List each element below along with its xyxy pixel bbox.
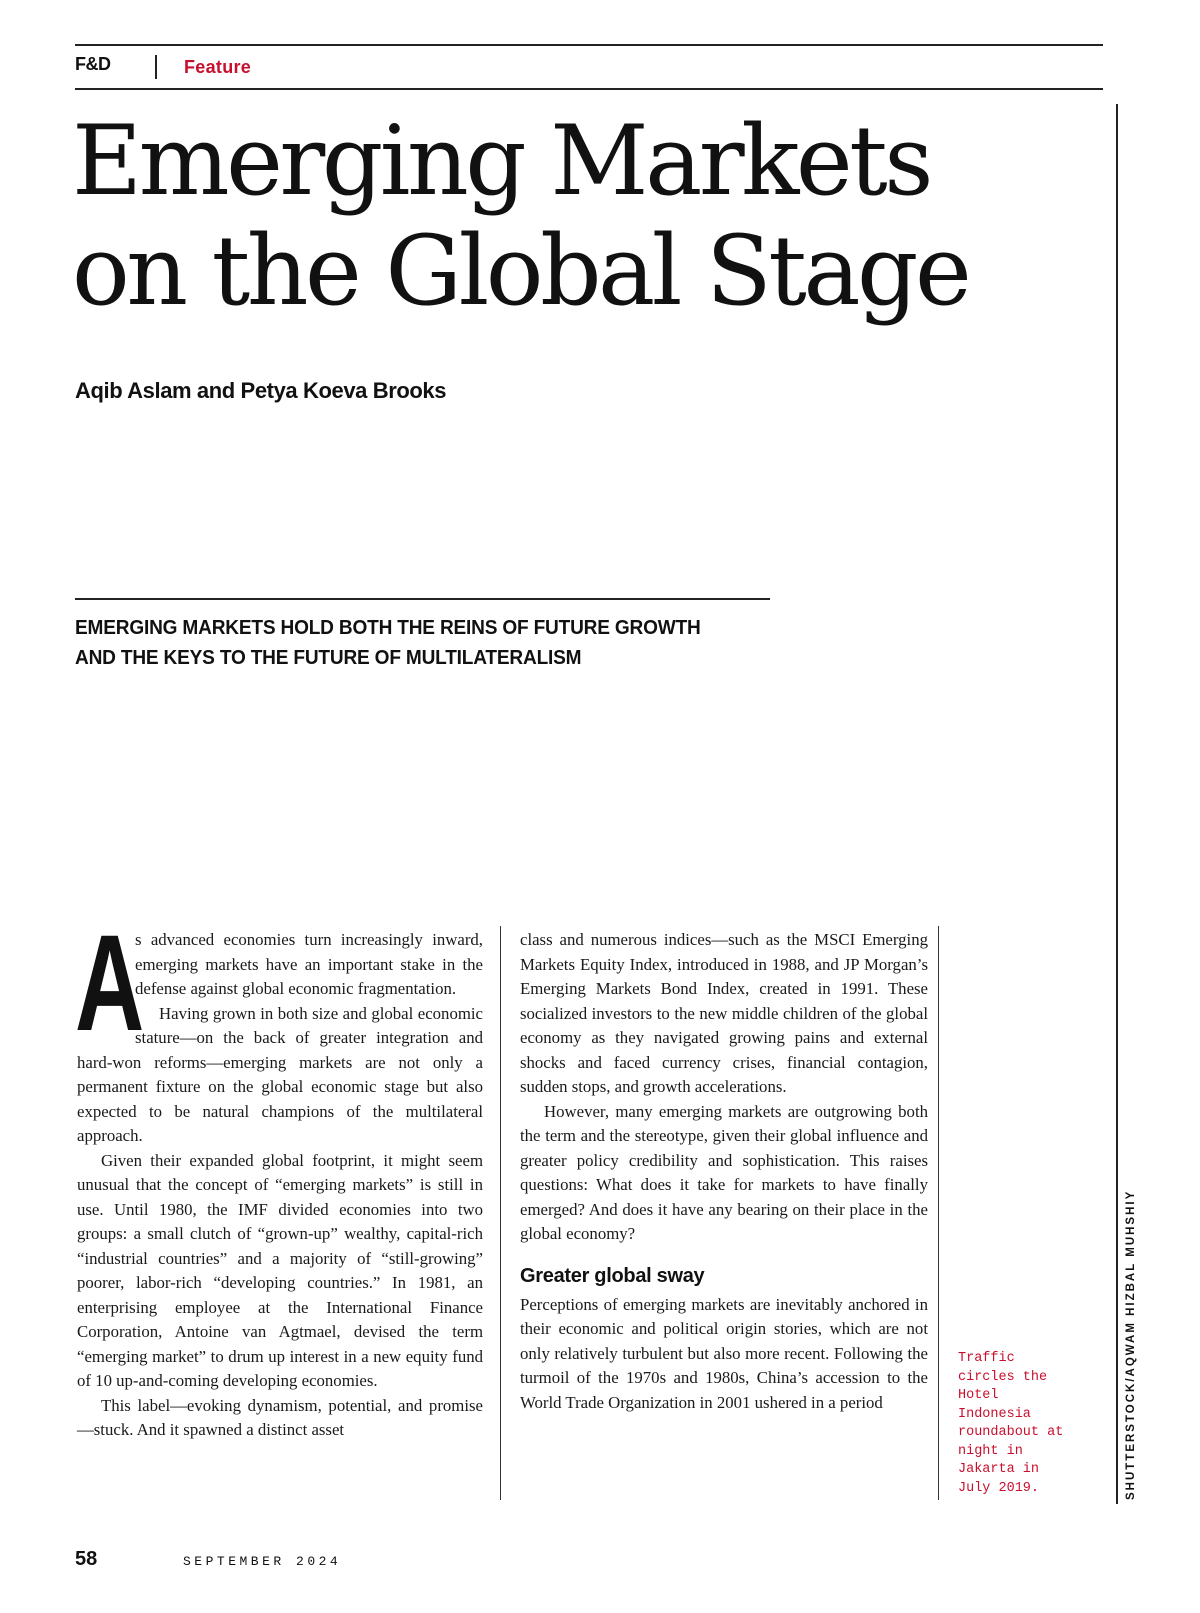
paragraph-5: However, many emerging markets are outgrowing both the term and the stereotype, given their global influence and greater policy credibility and sophistication. This raises questions: What does it take for markets to have finally emerged? And does it have any bearing on their place in the global economy?: [520, 1101, 928, 1243]
photo-credit: SHUTTERSTOCK/AQWAM HIZBAL MUHSHIY: [1125, 1189, 1137, 1500]
section-subhead: Greater global sway: [520, 1264, 705, 1287]
article-authors: Aqib Aslam and Petya Koeva Brooks: [75, 378, 447, 403]
paragraph-6: Perceptions of emerging markets are inevitably anchored in their economic and political origin stories, which are not only relatively turbulent but also more recent. Following the turmoil of the 1970s and 1980s, China’s accession to the World Trade Organization in 2001 ushered in a period: [520, 1294, 928, 1412]
section-label: Feature: [184, 57, 252, 77]
article-deck: EMERGING MARKETS HOLD BOTH THE REINS OF FUTURE GROWTH AND THE KEYS TO THE FUTURE OF MULTILATERALISM: [75, 616, 701, 669]
page-vertical-rule: [1116, 104, 1118, 1504]
page-number: 58: [75, 1548, 98, 1570]
column-divider: [500, 926, 501, 1500]
paragraph-4: This label—evoking dynamism, potential, and promise—stuck. And it spawned a distinct asset: [77, 1395, 483, 1439]
header-rule: [75, 88, 1103, 90]
header-separator: [155, 55, 157, 79]
title-line-2: on the Global Stage: [72, 215, 969, 327]
issue-date: SEPTEMBER 2024: [183, 1554, 342, 1569]
title-line-1: Emerging Markets: [72, 105, 931, 217]
deck-rule: [75, 598, 770, 600]
body-column-left: [75, 907, 483, 1443]
paragraph-4-continued: class and numerous indices—such as the MSCI Emerging Markets Equity Index, introduced in 1988, and JP Morgan’s Emerging Markets Bond Index, created in 1991. These socialized investors to the new middle children of the global economy as they navigated growing pains and external shocks and faced currency crises, financial contagion, sudden stops, and growth accelerations.: [520, 930, 928, 1096]
paragraph-3: Given their expanded global footprint, it might seem unusual that the concept of “emerging markets” is still in use. Until 1980, the IMF divided economies into two groups: a small clutch of “grown-up” wealthy, capital-rich “industrial countries” and a majority of “still-growing” poorer, labor-rich “developing countries.” In 1981, an enterprising employee at the International Finance Corporation, Antoine van Agtmael, devised the term “emerging market” to drum up interest in a new equity fund of 10 up-and-coming developing economies.: [77, 1150, 483, 1390]
top-rule: [75, 44, 1103, 46]
caption-divider: [938, 926, 939, 1500]
magazine-logo: F&D: [75, 54, 111, 74]
article-title: [72, 106, 968, 326]
photo-caption: Traffic circles the Hotel Indonesia roundabout at night in Jakarta in July 2019.: [958, 1351, 1064, 1496]
paragraph-2: Having grown in both size and global economic stature—on the back of greater integration and hard-won reforms—emerging markets are not only a permanent fixture on the global economic stage but also expected to be natural champions of the multilateral approach.: [77, 1003, 483, 1145]
body-column-right: [520, 928, 928, 1415]
paragraph-1: A s advanced economies turn increasingly inward, emerging markets have an important stake in the defense against global economic fragmentation.: [75, 907, 483, 1060]
drop-cap: A: [75, 907, 145, 1060]
